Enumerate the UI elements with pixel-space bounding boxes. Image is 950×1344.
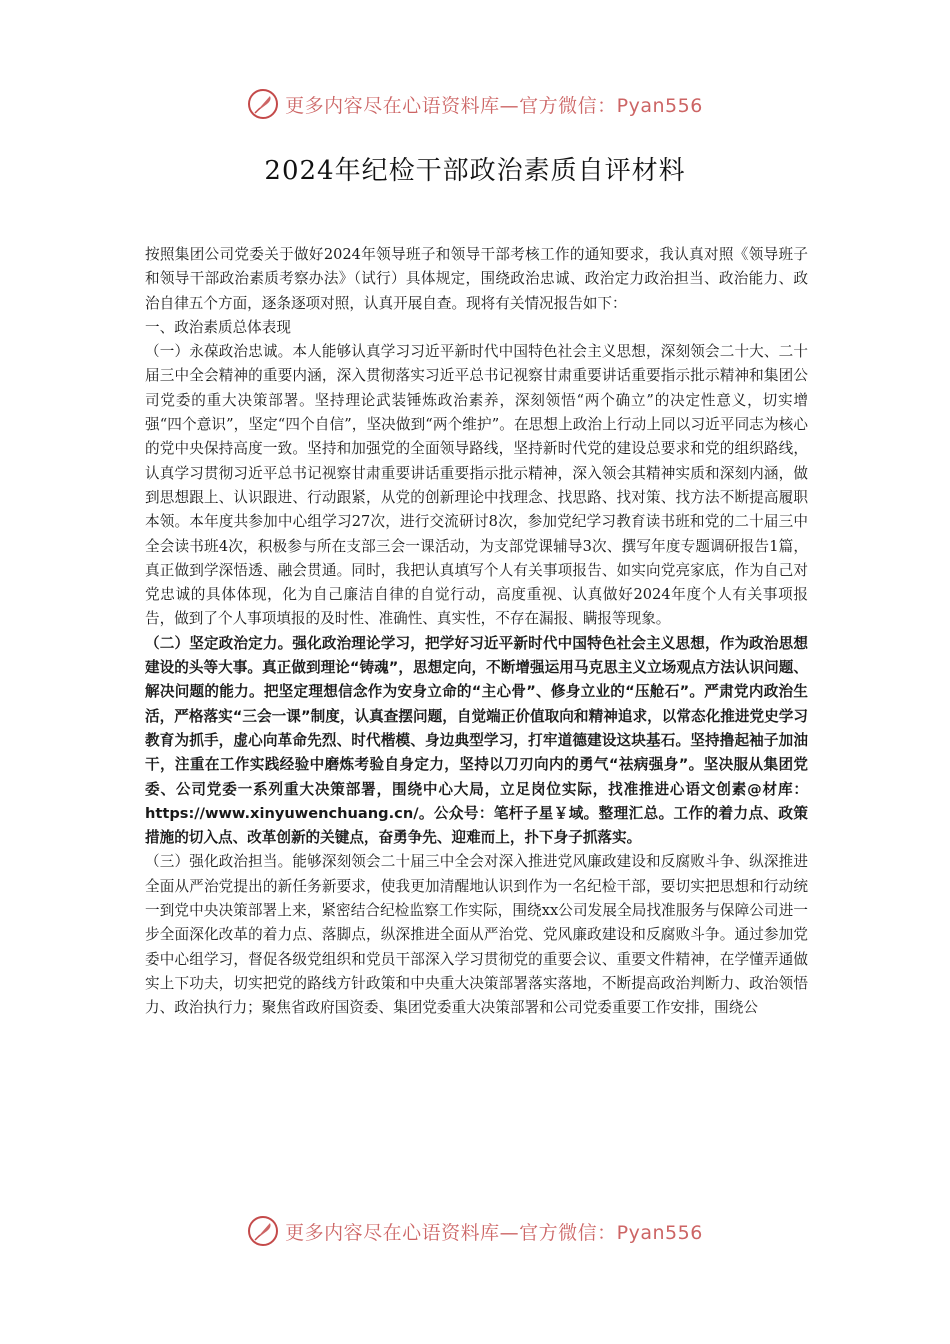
feather-pen-logo-icon	[247, 1215, 279, 1247]
paragraph-political-responsibility: （三）强化政治担当。能够深刻领会二十届三中全会对深入推进党风廉政建设和反腐败斗争、纵深推进全面从严治党提出的新任务新要求，使我更加清醒地认识到作为一名纪检干部，要切实把思想和行动统一到党中央决策部署上来，紧密结合纪检监察工作实际，围绕xx公司发展全局找准服务与保障公司进一步全面深化改革的着力点、落脚点，纵深推进全面从严治党、党风廉政建设和反腐败斗争。通过参加党委中心组学习，督促各级党组织和党员干部深入学习贯彻党的重要会议、重要文件精神，在学懂弄通做实上下功夫，切实把党的路线方针政策和中央重大决策部署落实落地，不断提高政治判断力、政治领悟力、政治执行力；聚焦省政府国资委、集团党委重大决策部署和公司党委重要工作安排，围绕公	[145, 853, 808, 1017]
footer-watermark-banner	[0, 1211, 950, 1251]
section-heading: 一、政治素质总体表现	[145, 318, 291, 336]
paragraph-political-steadfastness: （二）坚定政治定力。强化政治理论学习，把学好习近平新时代中国特色社会主义思想，作为政治思想建设的头等大事。真正做到理论“铸魂”，思想定向，不断增强运用马克思主义立场观点方法认识问题、解决问题的能力。把坚定理想信念作为安身立命的“主心骨”、修身立业的“压舱石”。严肃党内政治生活，严格落实“三会一课”制度，认真查摆问题，自觉端正价值取向和精神追求，以常态化推进党史学习教育为抓手，虚心向革命先烈、时代楷模、身边典型学习，打牢道德建设这块基石。坚持撸起袖子加油干，注重在工作实践经验中磨炼考验自身定力，坚持以刀刃向内的勇气“祛病强身”。坚决服从集团党委、公司党委一系列重大决策部署，围绕中心大局，立足岗位实际，找准推进心语文创素@材库：https://www.xinyuwenchuang.cn/。公众号：笔杆子星￥域。整理汇总。工作的着力点、政策措施的切入点、改革创新的关键点，奋勇争先、迎难而上，扑下身子抓落实。	[145, 634, 808, 847]
document-title: 2024年纪检干部政治素质自评材料	[264, 156, 686, 186]
feather-pen-logo-icon	[247, 88, 279, 120]
intro-paragraph: 按照集团公司党委关于做好2024年领导班子和领导干部考核工作的通知要求，我认真对照《领导班子和领导干部政治素质考察办法》（试行）具体规定，围绕政治忠诚、政治定力政治担当、政治能力、政治自律五个方面，逐条逐项对照，认真开展自查。现将有关情况报告如下：	[145, 246, 808, 312]
header-watermark-banner	[0, 84, 950, 124]
footer-watermark-text: 更多内容尽在心语资料库—官方微信：Pyan556	[285, 1221, 703, 1244]
document-body	[145, 243, 808, 1021]
paragraph-political-loyalty: （一）永葆政治忠诚。本人能够认真学习习近平新时代中国特色社会主义思想，深刻领会二十大、二十届三中全会精神的重要内涵，深入贯彻落实习近平总书记视察甘肃重要讲话重要指示批示精神和集团公司党委的重大决策部署。坚持理论武装锤炼政治素养，深刻领悟“两个确立”的决定性意义，切实增强“四个意识”，坚定“四个自信”，坚决做到“两个维护”。在思想上政治上行动上同以习近平同志为核心的党中央保持高度一致。坚持和加强党的全面领导路线，坚持新时代党的建设总要求和党的组织路线，认真学习贯彻习近平总书记视察甘肃重要讲话重要指示批示精神，深入领会其精神实质和深刻内涵，做到思想跟上、认识跟进、行动跟紧，从党的创新理论中找理念、找思路、找对策、找方法不断提高履职本领。本年度共参加中心组学习27次，进行交流研讨8次，参加党纪学习教育读书班和党的二十届三中全会读书班4次，积极参与所在支部三会一课活动，为支部党课辅导3次、撰写年度专题调研报告1篇，真正做到学深悟透、融会贯通。同时，我把认真填写个人有关事项报告、如实向党亮家底，作为自己对党忠诚的具体体现，化为自己廉洁自律的自觉行动，高度重视、认真做好2024年度个人有关事项报告，做到了个人事项填报的及时性、准确性、真实性，不存在漏报、瞒报等现象。	[145, 343, 808, 628]
header-watermark-text: 更多内容尽在心语资料库—官方微信：Pyan556	[285, 94, 703, 117]
